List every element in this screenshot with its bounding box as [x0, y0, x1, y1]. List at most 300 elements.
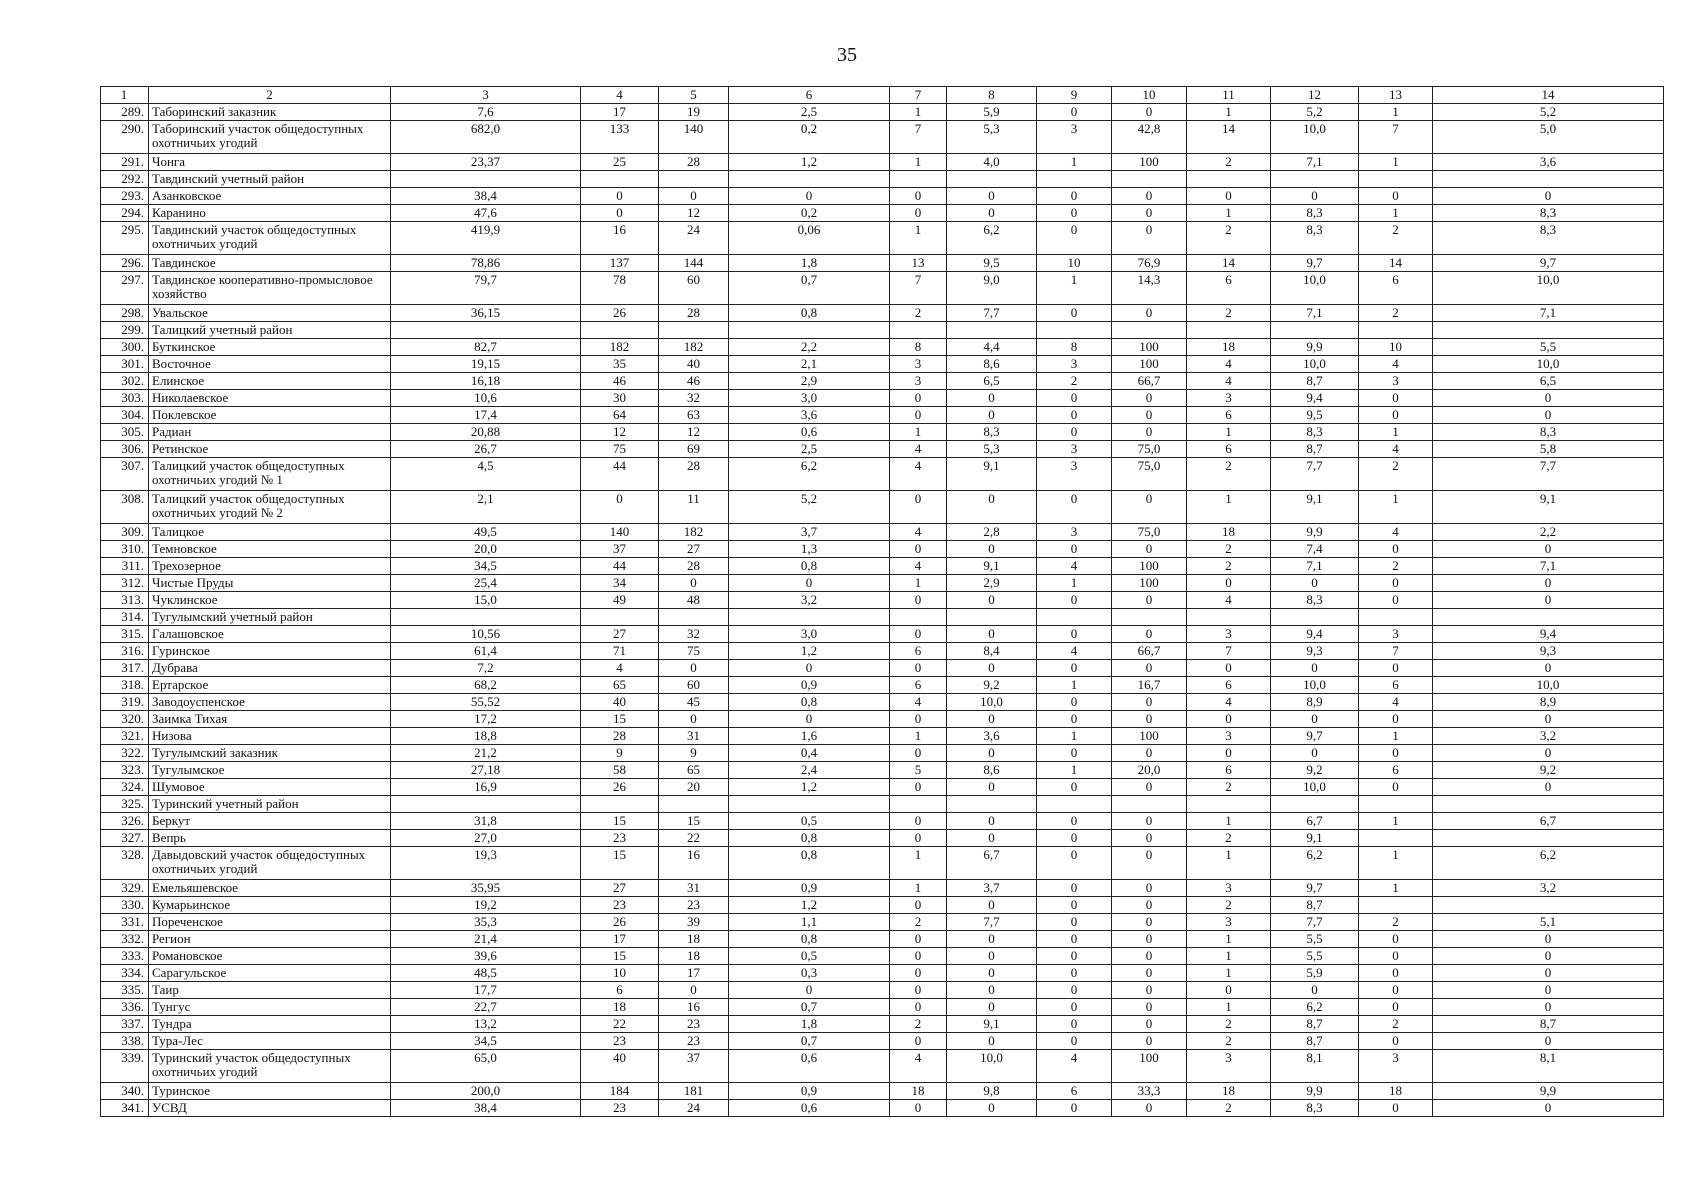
name-cell: Таборинский заказник: [149, 104, 391, 121]
row-number-cell: 335.: [101, 982, 149, 999]
value-cell: 8,7: [1271, 1033, 1359, 1050]
value-cell: 2: [890, 1016, 947, 1033]
value-cell: 8: [890, 339, 947, 356]
value-cell: 2,1: [729, 356, 890, 373]
value-cell: 0: [890, 745, 947, 762]
row-number-cell: 334.: [101, 965, 149, 982]
name-cell: Дубрава: [149, 660, 391, 677]
value-cell: [1359, 897, 1433, 914]
value-cell: 7,7: [1271, 914, 1359, 931]
value-cell: [729, 609, 890, 626]
value-cell: 7,1: [1271, 305, 1359, 322]
table-header-row: [101, 87, 1664, 104]
value-cell: 19,2: [391, 897, 581, 914]
value-cell: 0: [890, 931, 947, 948]
table-row: [101, 948, 1664, 965]
value-cell: 75,0: [1112, 458, 1187, 491]
value-cell: 0: [659, 660, 729, 677]
value-cell: 28: [659, 558, 729, 575]
name-cell: Туринский участок общедоступных охотничьих угодий: [149, 1050, 391, 1083]
name-cell: Чуклинское: [149, 592, 391, 609]
value-cell: 5: [890, 762, 947, 779]
table-row: [101, 813, 1664, 830]
value-cell: 5,2: [1433, 104, 1664, 121]
name-cell: Регион: [149, 931, 391, 948]
value-cell: [1433, 897, 1664, 914]
value-cell: 9,2: [1433, 762, 1664, 779]
row-number-cell: 293.: [101, 188, 149, 205]
value-cell: [1433, 830, 1664, 847]
value-cell: 18,8: [391, 728, 581, 745]
row-number-cell: 313.: [101, 592, 149, 609]
value-cell: 3: [1359, 1050, 1433, 1083]
name-cell: Тавдинское кооперативно-промысловое хозяйство: [149, 272, 391, 305]
value-cell: [1112, 322, 1187, 339]
value-cell: 33,3: [1112, 1083, 1187, 1100]
row-number-cell: 289.: [101, 104, 149, 121]
value-cell: 0: [1187, 575, 1271, 592]
value-cell: 100: [1112, 1050, 1187, 1083]
value-cell: 1,8: [729, 1016, 890, 1033]
value-cell: 5,2: [1271, 104, 1359, 121]
value-cell: 10: [581, 965, 659, 982]
value-cell: 4: [890, 441, 947, 458]
value-cell: 1,1: [729, 914, 890, 931]
value-cell: 0: [947, 813, 1037, 830]
value-cell: 24: [659, 1100, 729, 1117]
value-cell: 18: [659, 931, 729, 948]
value-cell: 3,6: [947, 728, 1037, 745]
value-cell: 6,2: [1271, 847, 1359, 880]
value-cell: 18: [1359, 1083, 1433, 1100]
value-cell: [659, 796, 729, 813]
row-number-cell: 304.: [101, 407, 149, 424]
row-number-cell: 319.: [101, 694, 149, 711]
value-cell: 0: [890, 830, 947, 847]
column-number-cell: 6: [729, 87, 890, 104]
value-cell: 0: [1187, 188, 1271, 205]
value-cell: 6,2: [1433, 847, 1664, 880]
value-cell: 0: [729, 575, 890, 592]
row-number-cell: 301.: [101, 356, 149, 373]
value-cell: 31,8: [391, 813, 581, 830]
value-cell: 3: [1359, 373, 1433, 390]
value-cell: 14,3: [1112, 272, 1187, 305]
value-cell: [729, 322, 890, 339]
value-cell: [391, 609, 581, 626]
value-cell: 0: [947, 965, 1037, 982]
value-cell: 9,3: [1433, 643, 1664, 660]
value-cell: 2,1: [391, 491, 581, 524]
table-row: [101, 222, 1664, 255]
value-cell: 6: [1359, 677, 1433, 694]
value-cell: 21,2: [391, 745, 581, 762]
row-number-cell: 330.: [101, 897, 149, 914]
value-cell: 1: [1187, 491, 1271, 524]
name-cell: Емельяшевское: [149, 880, 391, 897]
value-cell: 0,6: [729, 1050, 890, 1083]
table-row: [101, 830, 1664, 847]
value-cell: 0: [1433, 660, 1664, 677]
name-cell: Низова: [149, 728, 391, 745]
value-cell: 0: [1271, 745, 1359, 762]
value-cell: 0: [1037, 626, 1112, 643]
value-cell: 1: [1037, 677, 1112, 694]
value-cell: 4: [890, 1050, 947, 1083]
value-cell: 0: [1433, 982, 1664, 999]
name-cell: Тунгус: [149, 999, 391, 1016]
value-cell: 1: [890, 575, 947, 592]
value-cell: 1: [1359, 880, 1433, 897]
value-cell: 4,5: [391, 458, 581, 491]
value-cell: [1271, 322, 1359, 339]
value-cell: 0,5: [729, 948, 890, 965]
value-cell: 0: [1037, 1016, 1112, 1033]
value-cell: [1433, 796, 1664, 813]
name-cell: Поклевское: [149, 407, 391, 424]
value-cell: 1: [890, 104, 947, 121]
value-cell: [1187, 609, 1271, 626]
value-cell: 0: [1112, 407, 1187, 424]
row-number-cell: 292.: [101, 171, 149, 188]
value-cell: [1187, 322, 1271, 339]
value-cell: [729, 796, 890, 813]
value-cell: 46: [659, 373, 729, 390]
value-cell: 0: [890, 626, 947, 643]
row-number-cell: 333.: [101, 948, 149, 965]
table-row: [101, 711, 1664, 728]
value-cell: [1359, 830, 1433, 847]
value-cell: 6: [1037, 1083, 1112, 1100]
value-cell: 0: [947, 745, 1037, 762]
value-cell: 16,9: [391, 779, 581, 796]
value-cell: 16: [659, 999, 729, 1016]
value-cell: 10,0: [947, 1050, 1037, 1083]
value-cell: 6: [581, 982, 659, 999]
value-cell: [581, 609, 659, 626]
name-cell: Заимка Тихая: [149, 711, 391, 728]
value-cell: 75: [581, 441, 659, 458]
value-cell: [581, 171, 659, 188]
value-cell: 0: [729, 982, 890, 999]
value-cell: 13,2: [391, 1016, 581, 1033]
value-cell: 0: [890, 592, 947, 609]
value-cell: 0: [1112, 541, 1187, 558]
table-row: [101, 424, 1664, 441]
value-cell: 65: [581, 677, 659, 694]
value-cell: 66,7: [1112, 643, 1187, 660]
value-cell: 14: [1187, 255, 1271, 272]
value-cell: 0,7: [729, 999, 890, 1016]
value-cell: 0: [1359, 1100, 1433, 1117]
row-number-cell: 338.: [101, 1033, 149, 1050]
table-row: [101, 914, 1664, 931]
value-cell: 5,2: [729, 491, 890, 524]
value-cell: 76,9: [1112, 255, 1187, 272]
value-cell: 181: [659, 1083, 729, 1100]
value-cell: 0: [1112, 694, 1187, 711]
value-cell: 3,2: [729, 592, 890, 609]
value-cell: 0,8: [729, 830, 890, 847]
value-cell: 6,2: [947, 222, 1037, 255]
row-number-cell: 314.: [101, 609, 149, 626]
value-cell: 9,0: [947, 272, 1037, 305]
value-cell: 9,9: [1433, 1083, 1664, 1100]
value-cell: [947, 322, 1037, 339]
value-cell: 0: [947, 188, 1037, 205]
value-cell: 4: [1037, 643, 1112, 660]
value-cell: 1: [1359, 491, 1433, 524]
value-cell: 0,6: [729, 1100, 890, 1117]
row-number-cell: 332.: [101, 931, 149, 948]
value-cell: 10,0: [1433, 677, 1664, 694]
table-row: [101, 592, 1664, 609]
value-cell: 64: [581, 407, 659, 424]
value-cell: 0: [1433, 541, 1664, 558]
value-cell: 1: [1359, 104, 1433, 121]
value-cell: 0,8: [729, 694, 890, 711]
value-cell: 49,5: [391, 524, 581, 541]
value-cell: 0: [1359, 931, 1433, 948]
name-cell: Трехозерное: [149, 558, 391, 575]
value-cell: 0,8: [729, 847, 890, 880]
value-cell: 10,56: [391, 626, 581, 643]
value-cell: 7: [1187, 643, 1271, 660]
value-cell: 7,1: [1433, 305, 1664, 322]
value-cell: 27: [659, 541, 729, 558]
value-cell: 23: [581, 1100, 659, 1117]
value-cell: 26,7: [391, 441, 581, 458]
column-number-cell: 11: [1187, 87, 1271, 104]
value-cell: 23,37: [391, 154, 581, 171]
value-cell: 0: [1187, 982, 1271, 999]
name-cell: Тавдинское: [149, 255, 391, 272]
value-cell: 3: [1187, 390, 1271, 407]
value-cell: 1,2: [729, 779, 890, 796]
value-cell: 0: [1112, 931, 1187, 948]
value-cell: 0: [1359, 745, 1433, 762]
value-cell: 2,2: [729, 339, 890, 356]
value-cell: 31: [659, 728, 729, 745]
value-cell: 7: [890, 272, 947, 305]
value-cell: 5,9: [947, 104, 1037, 121]
value-cell: 0: [1037, 830, 1112, 847]
value-cell: 4: [890, 524, 947, 541]
value-cell: 0: [890, 711, 947, 728]
value-cell: 9,5: [947, 255, 1037, 272]
value-cell: 7,7: [947, 305, 1037, 322]
value-cell: 10,0: [1271, 677, 1359, 694]
value-cell: 9: [659, 745, 729, 762]
value-cell: 22,7: [391, 999, 581, 1016]
value-cell: 3: [890, 373, 947, 390]
value-cell: 0: [1433, 390, 1664, 407]
value-cell: 26: [581, 779, 659, 796]
column-number-cell: 14: [1433, 87, 1664, 104]
name-cell: Туринское: [149, 1083, 391, 1100]
value-cell: 9,1: [1271, 491, 1359, 524]
value-cell: 10: [1359, 339, 1433, 356]
table-row: [101, 1033, 1664, 1050]
value-cell: 0: [947, 660, 1037, 677]
value-cell: 9,8: [947, 1083, 1037, 1100]
name-cell: Тундра: [149, 1016, 391, 1033]
row-number-cell: 312.: [101, 575, 149, 592]
name-cell: Темновское: [149, 541, 391, 558]
value-cell: 9,4: [1271, 626, 1359, 643]
value-cell: 17: [659, 965, 729, 982]
table-row: [101, 762, 1664, 779]
value-cell: 0: [1037, 948, 1112, 965]
value-cell: 0: [947, 779, 1037, 796]
value-cell: [1359, 171, 1433, 188]
value-cell: 0: [1037, 931, 1112, 948]
value-cell: 0: [1037, 222, 1112, 255]
value-cell: 4: [1037, 1050, 1112, 1083]
value-cell: 0: [1112, 1100, 1187, 1117]
row-number-cell: 303.: [101, 390, 149, 407]
name-cell: Тавдинский учетный район: [149, 171, 391, 188]
value-cell: 0: [947, 626, 1037, 643]
value-cell: 38,4: [391, 188, 581, 205]
value-cell: 0: [1037, 694, 1112, 711]
row-number-cell: 291.: [101, 154, 149, 171]
row-number-cell: 296.: [101, 255, 149, 272]
value-cell: 4: [1359, 694, 1433, 711]
value-cell: 68,2: [391, 677, 581, 694]
name-cell: Заводоуспенское: [149, 694, 391, 711]
value-cell: 8,3: [1271, 222, 1359, 255]
value-cell: 9,1: [947, 458, 1037, 491]
value-cell: 2: [1359, 305, 1433, 322]
value-cell: 18: [659, 948, 729, 965]
value-cell: 0: [1037, 914, 1112, 931]
value-cell: 2,4: [729, 762, 890, 779]
value-cell: 2: [1187, 305, 1271, 322]
value-cell: 2,2: [1433, 524, 1664, 541]
name-cell: Беркут: [149, 813, 391, 830]
value-cell: 8,3: [1433, 424, 1664, 441]
table-body: [101, 87, 1664, 1117]
value-cell: 47,6: [391, 205, 581, 222]
value-cell: 8: [1037, 339, 1112, 356]
value-cell: 184: [581, 1083, 659, 1100]
value-cell: 2: [1359, 914, 1433, 931]
value-cell: 0: [890, 491, 947, 524]
value-cell: 3: [890, 356, 947, 373]
value-cell: 10,6: [391, 390, 581, 407]
value-cell: 7,7: [947, 914, 1037, 931]
row-number-cell: 321.: [101, 728, 149, 745]
value-cell: 82,7: [391, 339, 581, 356]
value-cell: 6: [890, 677, 947, 694]
value-cell: [1359, 322, 1433, 339]
value-cell: 182: [581, 339, 659, 356]
value-cell: 0: [1037, 779, 1112, 796]
value-cell: 28: [659, 458, 729, 491]
value-cell: 6: [1359, 762, 1433, 779]
value-cell: 7,1: [1433, 558, 1664, 575]
column-number-cell: 12: [1271, 87, 1359, 104]
row-number-cell: 323.: [101, 762, 149, 779]
row-number-cell: 306.: [101, 441, 149, 458]
value-cell: 0: [1359, 407, 1433, 424]
value-cell: 31: [659, 880, 729, 897]
value-cell: 0: [890, 897, 947, 914]
value-cell: 1: [1359, 154, 1433, 171]
row-number-cell: 329.: [101, 880, 149, 897]
value-cell: 18: [1187, 524, 1271, 541]
column-number-cell: 1: [101, 87, 149, 104]
name-cell: Тугулымский учетный район: [149, 609, 391, 626]
value-cell: [391, 322, 581, 339]
value-cell: 0: [1037, 897, 1112, 914]
value-cell: 22: [581, 1016, 659, 1033]
value-cell: 0: [1433, 188, 1664, 205]
value-cell: 0: [890, 188, 947, 205]
value-cell: 2: [1187, 897, 1271, 914]
name-cell: Туринский учетный район: [149, 796, 391, 813]
table-row: [101, 524, 1664, 541]
value-cell: 0,6: [729, 424, 890, 441]
value-cell: 0: [890, 965, 947, 982]
value-cell: 0: [1037, 407, 1112, 424]
value-cell: 0: [1359, 982, 1433, 999]
name-cell: Елинское: [149, 373, 391, 390]
value-cell: 0: [947, 491, 1037, 524]
value-cell: 0: [1187, 660, 1271, 677]
value-cell: 8,4: [947, 643, 1037, 660]
value-cell: 6: [1187, 677, 1271, 694]
table-row: [101, 575, 1664, 592]
row-number-cell: 316.: [101, 643, 149, 660]
value-cell: 0: [1037, 745, 1112, 762]
row-number-cell: 295.: [101, 222, 149, 255]
value-cell: 0,7: [729, 1033, 890, 1050]
value-cell: 6,7: [1433, 813, 1664, 830]
value-cell: 9,9: [1271, 524, 1359, 541]
value-cell: 1: [1187, 948, 1271, 965]
value-cell: 8,7: [1271, 897, 1359, 914]
value-cell: 15: [581, 711, 659, 728]
value-cell: 49: [581, 592, 659, 609]
value-cell: 1: [1037, 728, 1112, 745]
value-cell: 20,0: [1112, 762, 1187, 779]
value-cell: 18: [1187, 1083, 1271, 1100]
table-row: [101, 458, 1664, 491]
name-cell: Каранино: [149, 205, 391, 222]
value-cell: 60: [659, 677, 729, 694]
value-cell: 7,7: [1433, 458, 1664, 491]
value-cell: 9,3: [1271, 643, 1359, 660]
value-cell: 0: [890, 205, 947, 222]
value-cell: 8,7: [1271, 441, 1359, 458]
value-cell: 4,0: [947, 154, 1037, 171]
value-cell: 6: [1187, 407, 1271, 424]
value-cell: 8,3: [1271, 1100, 1359, 1117]
value-cell: 2: [1359, 1016, 1433, 1033]
value-cell: 7: [890, 121, 947, 154]
value-cell: 23: [659, 897, 729, 914]
value-cell: 0: [947, 205, 1037, 222]
value-cell: 0: [890, 999, 947, 1016]
value-cell: 0: [1037, 847, 1112, 880]
value-cell: 1: [1187, 931, 1271, 948]
value-cell: 45: [659, 694, 729, 711]
column-number-cell: 8: [947, 87, 1037, 104]
row-number-cell: 315.: [101, 626, 149, 643]
value-cell: 6: [890, 643, 947, 660]
